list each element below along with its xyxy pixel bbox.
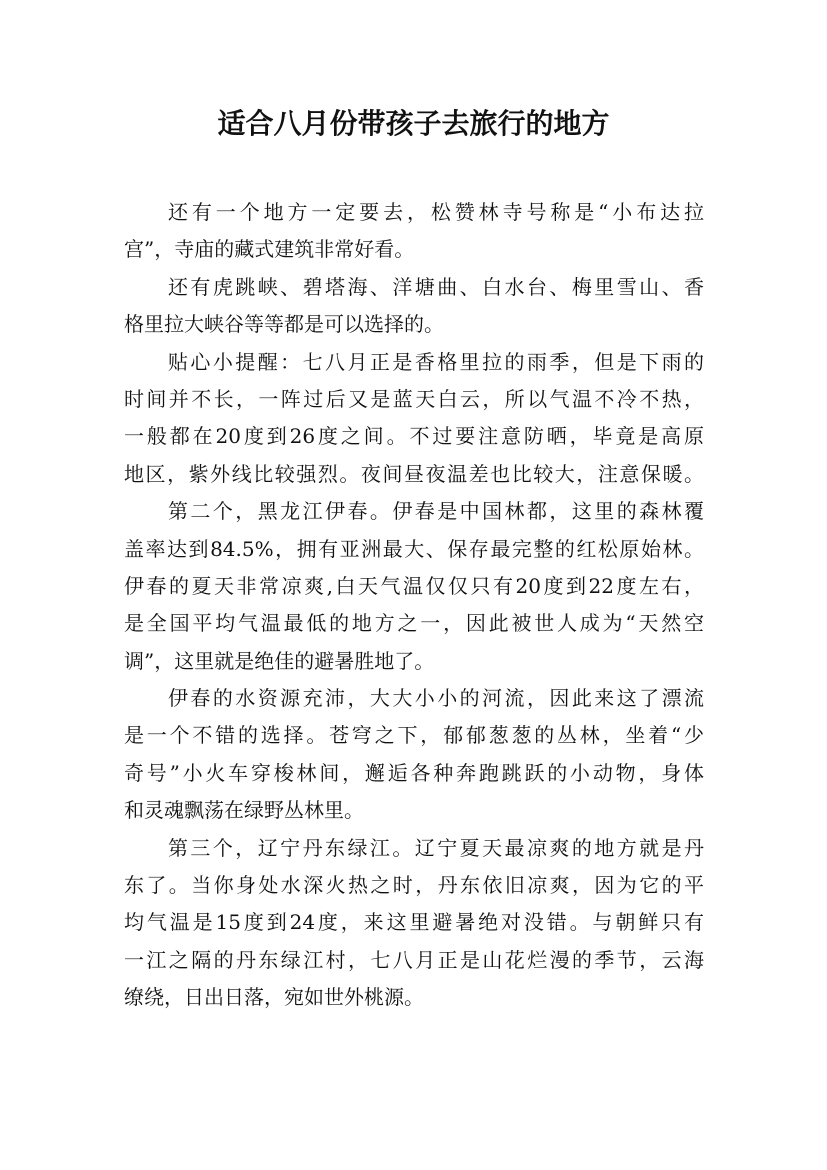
text-line: 地区，紫外线比较强烈。夜间昼夜温差也比较大，注意保暖。 (124, 461, 704, 486)
text-line: 第二个，黑龙江伊春。伊春是中国林都，这里的森林覆 (168, 499, 704, 524)
text-line: 东了。当你身处水深火热之时，丹东依旧凉爽，因为它的平 (124, 873, 704, 898)
text-line: 奇号”小火车穿梭林间，邂逅各种奔跑跳跃的小动物，身体 (124, 760, 704, 785)
text-line: 时间并不长，一阵过后又是蓝天白云，所以气温不冷不热， (124, 386, 704, 411)
text-line: 是全国平均气温最低的地方之一，因此被世人成为“天然空 (124, 611, 704, 636)
text-line: 缭绕，日出日落，宛如世外桃源。 (124, 985, 424, 1010)
text-line: 贴心小提醒：七八月正是香格里拉的雨季，但是下雨的 (168, 349, 704, 374)
document-title: 适合八月份带孩子去旅行的地方 (217, 107, 610, 140)
document-body (124, 194, 704, 1017)
text-line: 调”，这里就是绝佳的避暑胜地了。 (124, 648, 435, 673)
text-line: 格里拉大峡谷等等都是可以选择的。 (124, 312, 444, 337)
text-line: 均气温是15度到24度，来这里避暑绝对没错。与朝鲜只有 (124, 910, 704, 935)
text-line: 还有虎跳峡、碧塔海、洋塘曲、白水台、梅里雪山、香 (168, 274, 704, 299)
text-line: 伊春的夏天非常凉爽,白天气温仅仅只有20度到22度左右， (124, 573, 704, 598)
text-line: 盖率达到84.5%，拥有亚洲最大、保存最完整的红松原始林。 (124, 536, 704, 561)
text-line: 伊春的水资源充沛，大大小小的河流，因此来这了漂流 (168, 686, 704, 711)
text-line: 宫”，寺庙的藏式建筑非常好看。 (124, 237, 415, 262)
text-line: 一江之隔的丹东绿江村，七八月正是山花烂漫的季节，云海 (124, 947, 704, 972)
text-line: 还有一个地方一定要去，松赞林寺号称是“小布达拉 (168, 200, 704, 224)
text-line: 第三个，辽宁丹东绿江。辽宁夏天最凉爽的地方就是丹 (168, 835, 704, 860)
text-line: 和灵魂飘荡在绿野丛林里。 (124, 798, 364, 823)
text-line: 一般都在20度到26度之间。不过要注意防晒，毕竟是高原 (124, 424, 704, 449)
text-line: 是一个不错的选择。苍穹之下，郁郁葱葱的丛林，坐着“少 (124, 723, 704, 748)
